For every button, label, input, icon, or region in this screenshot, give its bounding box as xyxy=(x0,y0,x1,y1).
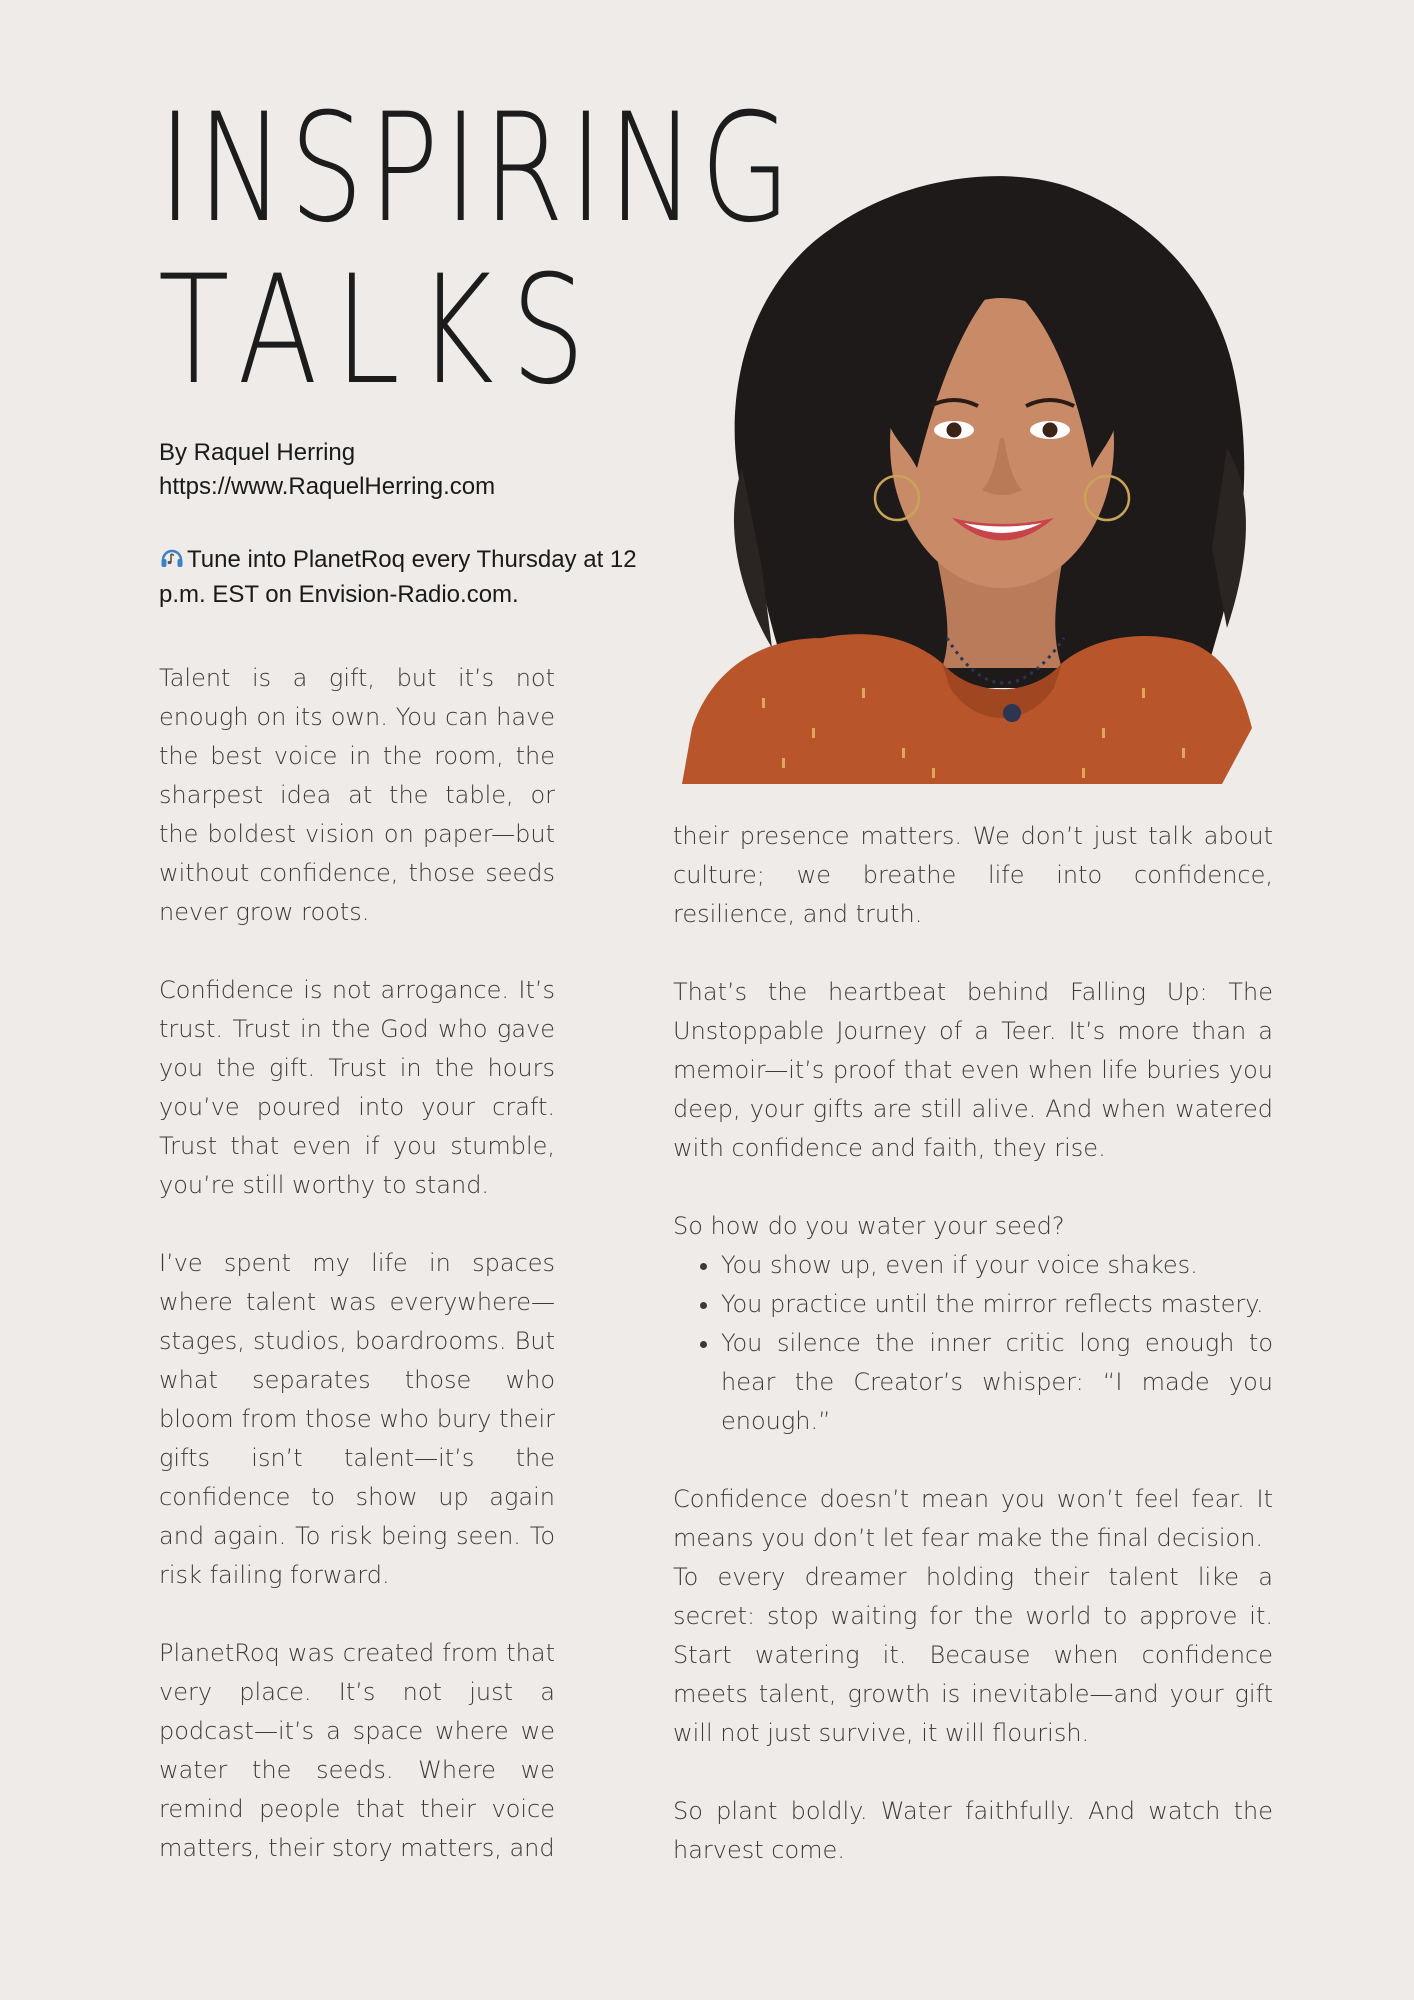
list-item: • You practice until the mirror reflects mastery. xyxy=(721,1285,1273,1324)
article-right-column xyxy=(673,817,1273,1909)
title-line-1: INSPIRING xyxy=(158,82,796,256)
author-url[interactable]: https://www.RaquelHerring.com xyxy=(159,473,496,500)
paragraph: PlanetRoq was created from that very place. It’s not just a podcast—it’s a space where we water the seeds. Where we remind people that their voice matters, their story matters, and xyxy=(159,1639,555,1862)
headphones-music-icon xyxy=(159,545,185,571)
paragraph: Confidence is not arrogance. It’s trust. Trust in the God who gave you the gift. Trust in the hours you’ve poured into your craft. Trust that even if you stumble, you’re still worthy to stand. xyxy=(159,976,555,1199)
byline xyxy=(159,436,495,504)
paragraph: Talent is a gift, but it’s not enough on its own. You can have the best voice in the room, the sharpest idea at the table, or the boldest vision on paper—but without confidence, those seeds never grow roots. xyxy=(159,664,555,926)
paragraph: So plant boldly. Water faithfully. And watch the harvest come. xyxy=(673,1797,1273,1864)
question: So how do you water your seed? xyxy=(673,1212,1065,1240)
list-item: • You silence the inner critic long enough to hear the Creator’s whisper: “I made you enough.” xyxy=(721,1324,1273,1441)
paragraph: To every dreamer holding their talent like a secret: stop waiting for the world to approve it. Start watering it. Because when confidence meets talent, growth is inevitable—and your gift will not just survive, it will flourish. xyxy=(673,1563,1273,1747)
author-name: By Raquel Herring xyxy=(159,439,356,466)
title-line-2: TALKS xyxy=(158,244,603,418)
tune-in-notice xyxy=(159,542,659,612)
tune-text: Tune into PlanetRoq every Thursday at 12 p.m. EST on Envision-Radio.com. xyxy=(159,546,637,608)
author-portrait xyxy=(682,168,1272,784)
paragraph: That’s the heartbeat behind Falling Up: The Unstoppable Journey of a Teer. It’s more than a memoir—it’s proof that even when life buries you deep, your gifts are still alive. And when watered with confidence and faith, they rise. xyxy=(673,978,1273,1162)
article-left-column xyxy=(159,659,555,1907)
paragraph: I’ve spent my life in spaces where talent was everywhere—stages, studios, boardrooms. But what separates those who bloom from those who bury their gifts isn’t talent—it’s the confidence to show up again and again. To risk being seen. To risk failing forward. xyxy=(159,1249,555,1589)
paragraph: Confidence doesn’t mean you won’t feel fear. It means you don’t let fear make the final decision. xyxy=(673,1485,1273,1552)
tips-list xyxy=(673,1246,1273,1441)
paragraph: their presence matters. We don’t just talk about culture; we breathe life into confidence, resilience, and truth. xyxy=(673,822,1273,928)
list-item: • You show up, even if your voice shakes. xyxy=(721,1246,1273,1285)
